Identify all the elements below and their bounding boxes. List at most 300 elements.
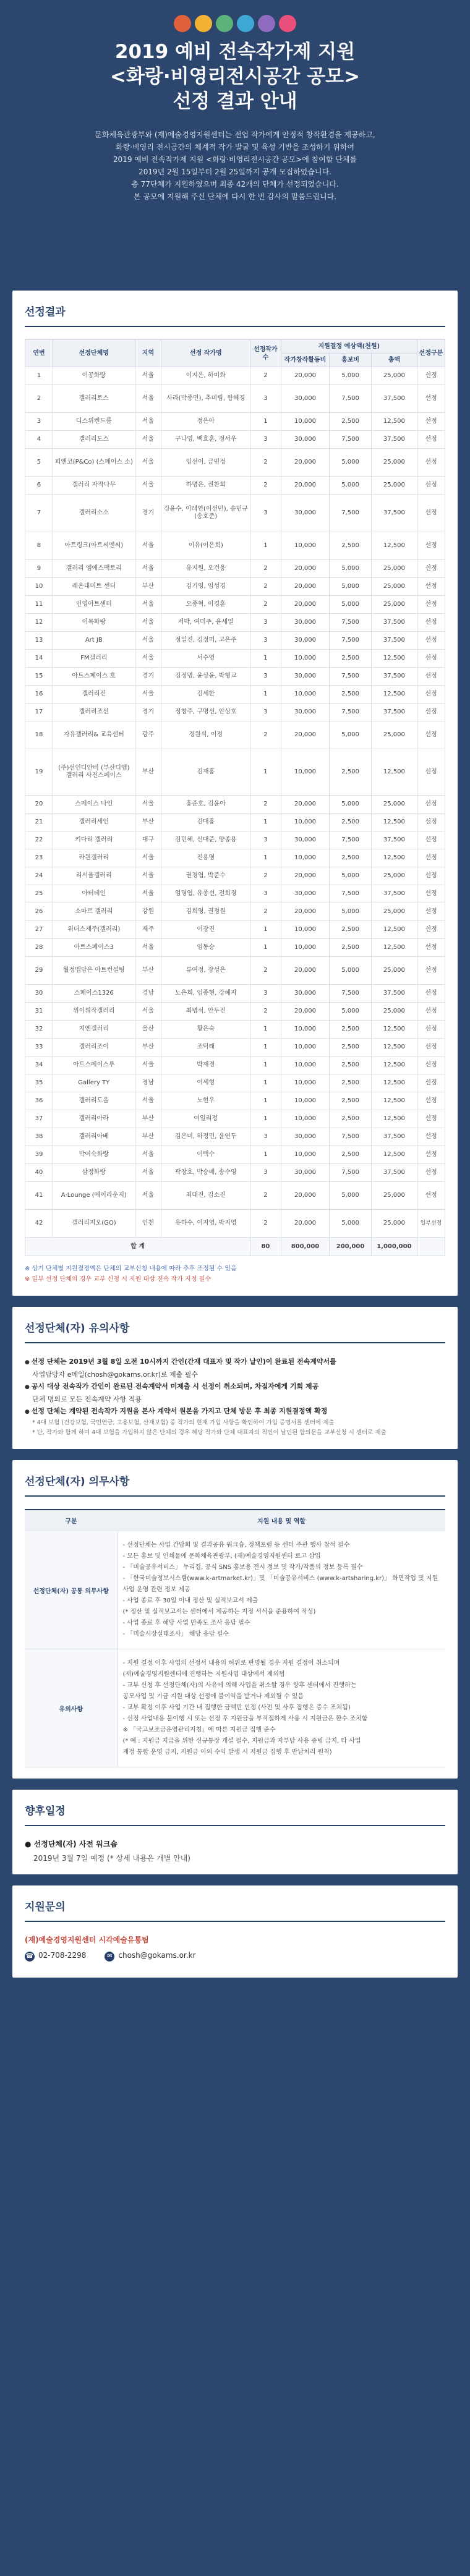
schedule-section <box>12 1790 458 1874</box>
cell-total: 12,500 <box>371 1021 417 1039</box>
cell-promo: 5,000 <box>330 477 371 495</box>
cell-total: 25,000 <box>371 1182 417 1210</box>
cell-promo: 2,500 <box>330 814 371 831</box>
bottom-spacer <box>0 1978 470 1992</box>
title-line-2: <화랑·비영리전시공간 공모> <box>110 66 360 88</box>
cell-fee: 30,000 <box>281 985 330 1003</box>
cell-no: 3 <box>25 413 53 431</box>
duty-item: - 사업 종료 후 해당 사업 만족도 조사 응답 필수 <box>122 1620 250 1626</box>
duty-item: - 교부 신청 후 선정단체(자)의 사유에 의해 사업을 취소할 경우 향후 센터에서 진행하는 <box>122 1682 357 1689</box>
duty-item: - 「미술시장실태조사」 해당 응답 필수 <box>122 1631 229 1638</box>
cell-type: 선정 <box>417 596 445 614</box>
table-row <box>25 1164 445 1182</box>
contact-section <box>12 1885 458 1978</box>
total-total: 1,000,000 <box>371 1238 417 1256</box>
duty-item: (* 정산 및 실적보고서는 센터에서 제공하는 지정 서식을 준용하여 작성) <box>122 1609 316 1615</box>
cell-type: 선정 <box>417 1074 445 1092</box>
cell-fee: 30,000 <box>281 831 330 849</box>
contact-email[interactable] <box>105 1951 195 1962</box>
cell-name: 리서울갤러리 <box>53 867 135 885</box>
duty-header-cat: 구분 <box>25 1510 118 1531</box>
cell-total: 37,500 <box>371 985 417 1003</box>
cell-fee: 30,000 <box>281 885 330 903</box>
header-name: 선정단체명 <box>53 340 135 367</box>
table-row <box>25 1146 445 1164</box>
cell-total: 25,000 <box>371 367 417 385</box>
cell-fee: 20,000 <box>281 1003 330 1021</box>
cell-name: 월정맵답은 아트컨설팅 <box>53 957 135 985</box>
cell-type: 선정 <box>417 903 445 921</box>
cell-artists: 이유(이은희) <box>161 532 250 560</box>
cell-name: 이목화랑 <box>53 614 135 632</box>
cell-region: 부산 <box>135 1128 161 1146</box>
cell-total: 12,500 <box>371 1074 417 1092</box>
cell-name: 자유갤러리& 교육센터 <box>53 721 135 749</box>
cell-name: Gallery TY <box>53 1074 135 1092</box>
table-row <box>25 632 445 650</box>
cell-no: 2 <box>25 385 53 413</box>
cell-no: 31 <box>25 1003 53 1021</box>
cell-region: 부산 <box>135 814 161 831</box>
cell-name: 갤러리소소 <box>53 495 135 532</box>
schedule-heading: 향후일정 <box>25 1802 445 1826</box>
cell-no: 19 <box>25 749 53 796</box>
cell-no: 12 <box>25 614 53 632</box>
cell-no: 11 <box>25 596 53 614</box>
cell-name: 갤러리진 <box>53 686 135 704</box>
cell-promo: 7,500 <box>330 632 371 650</box>
cell-fee: 10,000 <box>281 849 330 867</box>
cell-artists: 정창주, 구명선, 안상호 <box>161 704 250 721</box>
cell-total: 12,500 <box>371 921 417 939</box>
cell-no: 38 <box>25 1128 53 1146</box>
cell-no: 23 <box>25 849 53 867</box>
cell-promo: 2,500 <box>330 1021 371 1039</box>
cell-fee: 10,000 <box>281 1110 330 1128</box>
cell-promo: 5,000 <box>330 1210 371 1238</box>
bullet-icon: ● <box>25 1409 32 1415</box>
cell-count: 3 <box>250 385 281 413</box>
cell-artists: 구나영, 백효훈, 정서우 <box>161 431 250 449</box>
cell-name: 스페이스1326 <box>53 985 135 1003</box>
cell-region: 인천 <box>135 1210 161 1238</box>
cell-artists: 노은희, 임종현, 강혜지 <box>161 985 250 1003</box>
cell-name: (주)선인디안비 (부산디엠) 갤러리 사진스페이스 <box>53 749 135 796</box>
cell-artists: 정일진, 김정미, 고은주 <box>161 632 250 650</box>
cell-name: 갤러리아베 <box>53 1128 135 1146</box>
table-row <box>25 903 445 921</box>
cell-promo: 5,000 <box>330 449 371 477</box>
cell-total: 25,000 <box>371 1003 417 1021</box>
cell-count: 3 <box>250 495 281 532</box>
cell-name: 위더스제주(갤러리) <box>53 921 135 939</box>
duty-item: - 지원 결정 이후 사업의 선정서 내용의 허위로 판명될 경우 지원 결정이 취소되며 <box>122 1660 340 1667</box>
cell-fee: 20,000 <box>281 477 330 495</box>
cell-type: 선정 <box>417 721 445 749</box>
cell-type: 선정 <box>417 367 445 385</box>
cell-name: 갤러리 자작나무 <box>53 477 135 495</box>
cell-count: 2 <box>250 367 281 385</box>
cell-total: 12,500 <box>371 1092 417 1110</box>
intro-line: 총 77단체가 지원하였으며 최종 42개의 단체가 선정되었습니다. <box>131 180 339 189</box>
cell-type: 선정 <box>417 939 445 957</box>
duty-item: (* 예 : 지원금 지급을 위한 신규통장 개설 필수, 지원금과 자부담 사용 증빙 금지, 타 사업 <box>122 1738 361 1745</box>
cell-region: 서울 <box>135 596 161 614</box>
table-row <box>25 704 445 721</box>
table-row <box>25 477 445 495</box>
cell-region: 부산 <box>135 578 161 596</box>
cell-no: 32 <box>25 1021 53 1039</box>
cell-promo: 5,000 <box>330 957 371 985</box>
cell-artists: 이지은, 하미화 <box>161 367 250 385</box>
cell-fee: 20,000 <box>281 367 330 385</box>
cell-region: 경남 <box>135 1074 161 1092</box>
cell-count: 1 <box>250 1074 281 1092</box>
cell-name: 스페이스 나인 <box>53 796 135 814</box>
cell-count: 3 <box>250 985 281 1003</box>
cell-promo: 2,500 <box>330 686 371 704</box>
cell-fee: 30,000 <box>281 632 330 650</box>
total-count: 80 <box>250 1238 281 1256</box>
cell-fee: 10,000 <box>281 814 330 831</box>
cell-region: 서울 <box>135 431 161 449</box>
table-row <box>25 1182 445 1210</box>
notice-item <box>25 1405 445 1418</box>
cell-promo: 5,000 <box>330 596 371 614</box>
cell-total: 37,500 <box>371 1164 417 1182</box>
cell-total: 12,500 <box>371 650 417 668</box>
duty-item: - 모든 홍보 및 인쇄물에 문화체육관광부, (재)예술경영지원센터 로고 삽입 <box>122 1553 321 1560</box>
cell-region: 경기 <box>135 495 161 532</box>
intro-line: 문화체육관광부와 (재)예술경영지원센터는 전업 작가에게 안정적 창작환경을 제공하고, <box>95 130 375 139</box>
cell-name: 소마르 갤러리 <box>53 903 135 921</box>
cell-artists: 이택수 <box>161 1146 250 1164</box>
cell-type: 선정 <box>417 477 445 495</box>
cell-type: 선정 <box>417 957 445 985</box>
cell-name: A·Lounge (에이라운지) <box>53 1182 135 1210</box>
ornament-dot <box>258 15 275 32</box>
cell-name: 갤러리아라 <box>53 1110 135 1128</box>
table-row <box>25 1056 445 1074</box>
cell-artists: 김정명, 윤상윤, 박형교 <box>161 668 250 686</box>
duty-cat: 선정단체(자) 공통 의무사항 <box>25 1531 118 1649</box>
cell-total: 37,500 <box>371 704 417 721</box>
cell-fee: 30,000 <box>281 1128 330 1146</box>
notice-item-bold: 공시 대상 전속작가 간인이 완료된 전속계약서 미제출 시 선정이 취소되며, 차점자에게 기회 제공 <box>31 1382 319 1390</box>
cell-count: 2 <box>250 449 281 477</box>
cell-region: 서울 <box>135 885 161 903</box>
cell-type: 일부선정 <box>417 1210 445 1238</box>
cell-artists: 김대홍 <box>161 814 250 831</box>
cell-region: 서울 <box>135 385 161 413</box>
duty-heading: 선정단체(자) 의무사항 <box>25 1473 445 1497</box>
cell-total: 37,500 <box>371 668 417 686</box>
cell-count: 1 <box>250 1056 281 1074</box>
cell-artists: 박재경 <box>161 1056 250 1074</box>
cell-no: 16 <box>25 686 53 704</box>
cell-artists: 김윤수, 이래연(이선민), 송민규(송호준) <box>161 495 250 532</box>
cell-fee: 30,000 <box>281 704 330 721</box>
duty-header-items: 지원 내용 및 역할 <box>118 1510 445 1531</box>
cell-artists: 김기영, 임성경 <box>161 578 250 596</box>
cell-artists: 진용영 <box>161 849 250 867</box>
cell-region: 서울 <box>135 867 161 885</box>
cell-name: 갤러리조이 <box>53 1039 135 1056</box>
cell-type: 선정 <box>417 1110 445 1128</box>
cell-type: 선정 <box>417 1056 445 1074</box>
cell-fee: 20,000 <box>281 1210 330 1238</box>
cell-no: 9 <box>25 560 53 578</box>
cell-promo: 5,000 <box>330 1003 371 1021</box>
note-1: ※ 상기 단체별 지원결정액은 단체의 교부신청 내용에 따라 추후 조정될 수 있음 <box>25 1265 237 1272</box>
cell-count: 2 <box>250 867 281 885</box>
ornament-dot <box>195 15 212 32</box>
notice-heading: 선정단체(자) 유의사항 <box>25 1319 445 1343</box>
cell-count: 2 <box>250 1210 281 1238</box>
cell-total: 37,500 <box>371 385 417 413</box>
cell-artists: 곽창호, 박승배, 송수영 <box>161 1164 250 1182</box>
cell-artists: 유하수, 이지영, 박지영 <box>161 1210 250 1238</box>
table-row <box>25 749 445 796</box>
selection-heading: 선정결과 <box>25 303 445 327</box>
cell-fee: 30,000 <box>281 668 330 686</box>
cell-count: 2 <box>250 903 281 921</box>
cell-promo: 7,500 <box>330 885 371 903</box>
cell-promo: 7,500 <box>330 385 371 413</box>
cell-type: 선정 <box>417 431 445 449</box>
cell-total: 12,500 <box>371 413 417 431</box>
cell-total: 12,500 <box>371 849 417 867</box>
duty-items <box>118 1649 445 1767</box>
cell-no: 29 <box>25 957 53 985</box>
bullet-icon: ● <box>25 1384 32 1390</box>
cell-count: 3 <box>250 1164 281 1182</box>
cell-promo: 2,500 <box>330 1056 371 1074</box>
cell-type: 선정 <box>417 867 445 885</box>
cell-no: 8 <box>25 532 53 560</box>
cell-name: 아트스페이스 호 <box>53 668 135 686</box>
cell-fee: 30,000 <box>281 614 330 632</box>
cell-region: 강원 <box>135 903 161 921</box>
cell-fee: 10,000 <box>281 749 330 796</box>
cell-name: 인영아트센터 <box>53 596 135 614</box>
cell-no: 35 <box>25 1074 53 1092</box>
cell-fee: 20,000 <box>281 596 330 614</box>
intro-line: 본 공모에 지원해 주신 단체에 다시 한 번 감사의 말씀드립니다. <box>134 192 336 201</box>
cell-no: 17 <box>25 704 53 721</box>
cell-promo: 2,500 <box>330 1074 371 1092</box>
cell-fee: 20,000 <box>281 796 330 814</box>
cell-total: 12,500 <box>371 1146 417 1164</box>
cell-fee: 20,000 <box>281 867 330 885</box>
cell-count: 1 <box>250 686 281 704</box>
cell-artists: 권경엽, 박준수 <box>161 867 250 885</box>
cell-count: 1 <box>250 814 281 831</box>
cell-region: 서울 <box>135 632 161 650</box>
cell-artists: 유지원, 오건웅 <box>161 560 250 578</box>
cell-name: FM갤러리 <box>53 650 135 668</box>
table-row <box>25 939 445 957</box>
cell-region: 서울 <box>135 686 161 704</box>
cell-type: 선정 <box>417 632 445 650</box>
cell-region: 경남 <box>135 985 161 1003</box>
notice-section <box>12 1307 458 1449</box>
cell-count: 1 <box>250 532 281 560</box>
cell-artists: 노현우 <box>161 1092 250 1110</box>
cell-fee: 10,000 <box>281 1074 330 1092</box>
cell-fee: 10,000 <box>281 650 330 668</box>
cell-region: 제주 <box>135 921 161 939</box>
cell-count: 1 <box>250 1110 281 1128</box>
contact-phone[interactable] <box>25 1951 86 1962</box>
contact-heading: 지원문의 <box>25 1898 445 1922</box>
cell-fee: 10,000 <box>281 1092 330 1110</box>
duty-item: - 선정 사업내용 불이행 시 또는 선정 후 지원금을 부적절하게 사용 시 지원금은 환수 조치함 <box>122 1715 368 1722</box>
cell-name: 갤러리 엠에스팩토리 <box>53 560 135 578</box>
notice-item-text: 단체 명의로 모든 전속계약 사항 적용 <box>32 1395 142 1403</box>
notice-list <box>25 1356 445 1438</box>
cell-count: 3 <box>250 704 281 721</box>
cell-type: 선정 <box>417 1182 445 1210</box>
cell-artists: 김민혜, 신대준, 양종용 <box>161 831 250 849</box>
table-row <box>25 849 445 867</box>
notice-item-bold: 선정 단체는 2019년 3월 8일 오전 10시까지 간인(간재 대표자 및 작가 날인)이 완료된 전속계약서를 <box>31 1358 336 1366</box>
cell-total: 37,500 <box>371 614 417 632</box>
cell-artists: 최병석, 안두진 <box>161 1003 250 1021</box>
cell-no: 37 <box>25 1110 53 1128</box>
cell-type: 선정 <box>417 578 445 596</box>
cell-region: 서울 <box>135 532 161 560</box>
cell-type: 선정 <box>417 1092 445 1110</box>
table-row <box>25 921 445 939</box>
table-row <box>25 721 445 749</box>
header-type: 선정구분 <box>417 340 445 367</box>
cell-count: 2 <box>250 477 281 495</box>
cell-artists: 하명은, 권찬희 <box>161 477 250 495</box>
cell-total: 25,000 <box>371 796 417 814</box>
cell-artists: 최대진, 김소진 <box>161 1182 250 1210</box>
cell-fee: 10,000 <box>281 1146 330 1164</box>
phone-text: 02-708-2298 <box>38 1951 87 1960</box>
cell-total: 12,500 <box>371 1110 417 1128</box>
cell-promo: 2,500 <box>330 749 371 796</box>
cell-promo: 7,500 <box>330 1164 371 1182</box>
cell-count: 2 <box>250 578 281 596</box>
cell-type: 선정 <box>417 704 445 721</box>
cell-type: 선정 <box>417 532 445 560</box>
cell-count: 2 <box>250 596 281 614</box>
intro-text <box>0 129 470 203</box>
cell-count: 1 <box>250 921 281 939</box>
cell-name: 위이뤄작갤러리 <box>53 1003 135 1021</box>
cell-total: 25,000 <box>371 449 417 477</box>
table-row <box>25 1110 445 1128</box>
notice-bullet-row <box>25 1380 445 1393</box>
cell-region: 서울 <box>135 449 161 477</box>
table-row <box>25 1021 445 1039</box>
cell-region: 부산 <box>135 1039 161 1056</box>
cell-count: 3 <box>250 1128 281 1146</box>
cell-type: 선정 <box>417 749 445 796</box>
cell-name: 갤러리도스 <box>53 431 135 449</box>
cell-type: 선정 <box>417 831 445 849</box>
email-text: chosh@gokams.or.kr <box>118 1951 196 1960</box>
cell-no: 1 <box>25 367 53 385</box>
cell-fee: 30,000 <box>281 431 330 449</box>
cell-region: 경기 <box>135 704 161 721</box>
cell-name: 라원갤러리 <box>53 849 135 867</box>
cell-no: 20 <box>25 796 53 814</box>
cell-name: 갤러리조선 <box>53 704 135 721</box>
cell-name: 박여숙화랑 <box>53 1146 135 1164</box>
cell-artists: 황은숙 <box>161 1021 250 1039</box>
header-promo: 홍보비 <box>330 354 371 367</box>
cell-region: 서울 <box>135 939 161 957</box>
table-row <box>25 796 445 814</box>
table-row <box>25 885 445 903</box>
cell-promo: 7,500 <box>330 985 371 1003</box>
ornament-dot <box>216 15 233 32</box>
cell-count: 1 <box>250 650 281 668</box>
cell-fee: 20,000 <box>281 449 330 477</box>
cell-total: 37,500 <box>371 495 417 532</box>
cell-count: 2 <box>250 1003 281 1021</box>
notice-item-bold: 선정 단체는 계약된 전속작가 지원을 본사 계약서 원본을 가지고 단체 방문 후 최종 지원결정액 확정 <box>31 1407 328 1415</box>
table-row <box>25 686 445 704</box>
cell-total: 12,500 <box>371 1056 417 1074</box>
cell-artists: 이세형 <box>161 1074 250 1092</box>
duty-section <box>12 1460 458 1779</box>
cell-count: 1 <box>250 1021 281 1039</box>
cell-artists: 김세한 <box>161 686 250 704</box>
cell-artists: 임동승 <box>161 939 250 957</box>
cell-no: 7 <box>25 495 53 532</box>
cell-type: 선정 <box>417 495 445 532</box>
cell-count: 1 <box>250 849 281 867</box>
cell-type: 선정 <box>417 650 445 668</box>
cell-type: 선정 <box>417 985 445 1003</box>
table-row <box>25 449 445 477</box>
cell-total: 12,500 <box>371 749 417 796</box>
cell-count: 2 <box>250 957 281 985</box>
cell-region: 서울 <box>135 1003 161 1021</box>
notice-bullet-row <box>25 1405 445 1418</box>
table-row <box>25 385 445 413</box>
cell-count: 1 <box>250 1146 281 1164</box>
cell-promo: 5,000 <box>330 721 371 749</box>
cell-type: 선정 <box>417 1164 445 1182</box>
cell-count: 2 <box>250 796 281 814</box>
ornament-dot <box>279 15 296 32</box>
ornament-dot <box>174 15 191 32</box>
cell-count: 1 <box>250 1039 281 1056</box>
cell-type: 선정 <box>417 796 445 814</box>
cell-fee: 20,000 <box>281 560 330 578</box>
cell-region: 울산 <box>135 1021 161 1039</box>
cell-count: 1 <box>250 1092 281 1110</box>
cell-type: 선정 <box>417 1003 445 1021</box>
cell-name: 아트스페이스3 <box>53 939 135 957</box>
table-row <box>25 867 445 885</box>
cell-type: 선정 <box>417 449 445 477</box>
cell-name: 아트링크(아트씨앤씨) <box>53 532 135 560</box>
cell-total: 12,500 <box>371 686 417 704</box>
total-fee: 800,000 <box>281 1238 330 1256</box>
header-artist-fee: 작가창작활동비 <box>281 354 330 367</box>
cell-no: 21 <box>25 814 53 831</box>
cell-count: 3 <box>250 632 281 650</box>
cell-no: 28 <box>25 939 53 957</box>
